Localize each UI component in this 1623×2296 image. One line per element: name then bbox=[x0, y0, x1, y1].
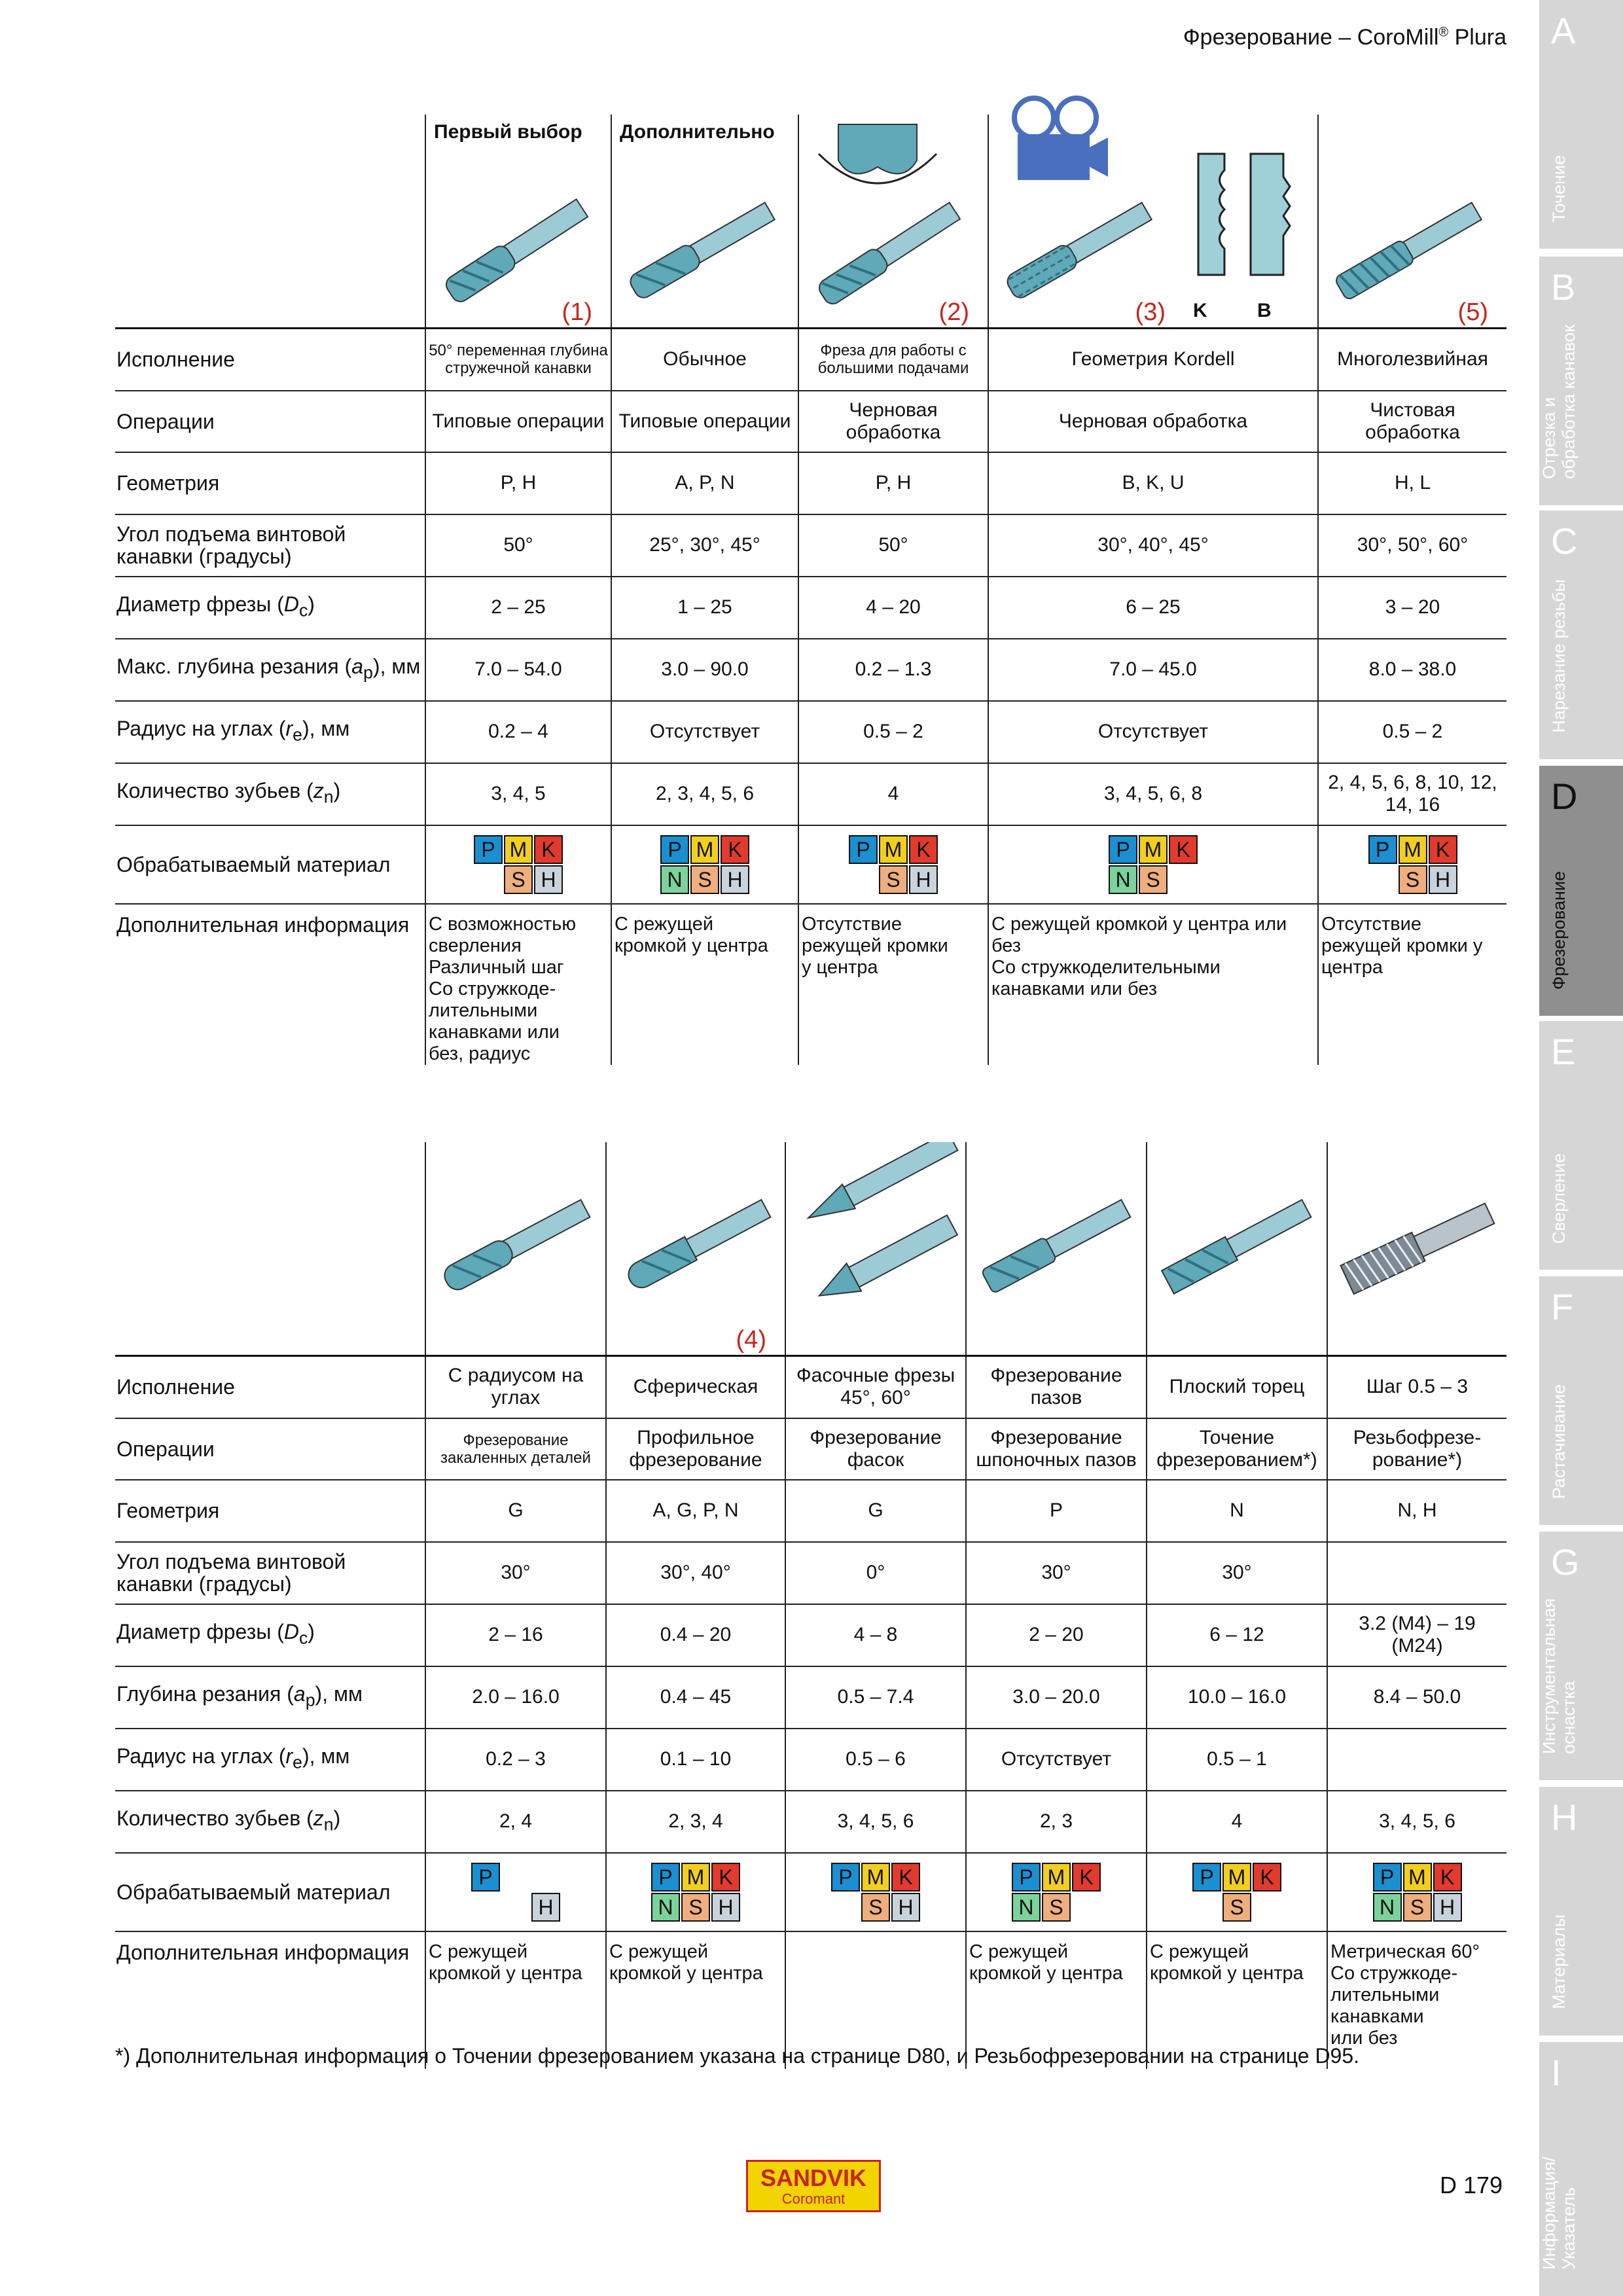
table-cell: 2 – 25 bbox=[425, 577, 611, 639]
table-cell: С возможностью сверления Различный шаг Со стружкоде- лительными канавками или без, радиус bbox=[425, 904, 611, 1065]
end-mill-ball-nose-image bbox=[612, 1181, 776, 1312]
ref-number-5: (5) bbox=[1457, 298, 1488, 326]
material-cell bbox=[1327, 1853, 1507, 1931]
row-label: Обрабатываемый материал bbox=[115, 1853, 425, 1931]
table-cell: P, H bbox=[425, 452, 611, 514]
video-camera-icon bbox=[1005, 95, 1109, 183]
table-cell: 30°, 40° bbox=[606, 1542, 785, 1604]
section-tab-label: Фрезерование bbox=[1549, 870, 1569, 990]
table-cell: 2, 3 bbox=[966, 1791, 1147, 1853]
material-h-icon: H bbox=[909, 865, 938, 894]
table-cell: 2, 4 bbox=[425, 1791, 606, 1853]
table-row bbox=[115, 825, 1507, 904]
row-label: Диаметр фрезы $(D_c)$ bbox=[115, 1604, 425, 1666]
table-row bbox=[115, 1542, 1507, 1604]
material-cell bbox=[1318, 825, 1507, 904]
material-m-icon: M bbox=[879, 835, 908, 864]
material-s-icon: S bbox=[1042, 1893, 1071, 1922]
table-cell: Чистовая обработка bbox=[1318, 391, 1507, 452]
table-cell: 4 – 8 bbox=[785, 1604, 966, 1666]
row-label: Количество зубьев $(z_n)$ bbox=[115, 1791, 425, 1853]
material-group-icons bbox=[474, 835, 563, 894]
table-cell: 25°, 30°, 45° bbox=[611, 514, 798, 577]
table-row bbox=[115, 1356, 1507, 1418]
table-row bbox=[115, 1604, 1507, 1666]
table-cell: 2 – 20 bbox=[966, 1604, 1147, 1666]
material-h-icon: H bbox=[891, 1893, 920, 1922]
table-cell: 50° bbox=[425, 514, 611, 577]
table-cell: 0° bbox=[785, 1542, 966, 1604]
table-cell: С режущей кромкой у центра или без Со стружкоделительными канавками или без bbox=[988, 904, 1318, 1065]
table-row bbox=[115, 904, 1507, 1065]
material-group-icons bbox=[831, 1863, 920, 1922]
row-label: Операции bbox=[115, 391, 425, 452]
section-tab-letter: C bbox=[1551, 520, 1578, 562]
material-m-icon: M bbox=[1403, 1863, 1432, 1892]
table-cell: 30° bbox=[425, 1542, 606, 1604]
table-cell: Плоский торец bbox=[1147, 1356, 1327, 1418]
table-cell: 3.0 – 90.0 bbox=[611, 639, 798, 701]
material-cell bbox=[988, 825, 1318, 904]
table-cell: 7.0 – 54.0 bbox=[425, 639, 611, 701]
material-n-icon: N bbox=[660, 865, 689, 894]
material-group-icons bbox=[660, 835, 749, 894]
material-p-icon: P bbox=[471, 1863, 500, 1892]
material-h-icon: H bbox=[531, 1893, 560, 1922]
section-tabs bbox=[1539, 0, 1623, 2296]
kordell-b-label: B bbox=[1257, 300, 1272, 321]
table-cell: 0.1 – 10 bbox=[606, 1729, 785, 1791]
material-cell bbox=[798, 825, 988, 904]
material-cell bbox=[611, 825, 798, 904]
sandvik-coromant-logo: SANDVIK Coromant bbox=[746, 2160, 881, 2212]
row-label: Операции bbox=[115, 1418, 425, 1480]
table-cell: Фрезерование закаленных деталей bbox=[425, 1418, 606, 1480]
table-cell: 2, 3, 4 bbox=[606, 1791, 785, 1853]
table-cell: Профильное фрезерование bbox=[606, 1418, 785, 1480]
table-cell: 30°, 50°, 60° bbox=[1318, 514, 1507, 577]
ref-number-4: (4) bbox=[736, 1326, 766, 1354]
table-cell: Многолезвийная bbox=[1318, 329, 1507, 391]
table-cell: 2.0 – 16.0 bbox=[425, 1666, 606, 1729]
material-s-icon: S bbox=[1403, 1893, 1432, 1922]
high-feed-profile-icon bbox=[812, 121, 943, 187]
material-k-icon: K bbox=[721, 835, 749, 864]
plura-table-1 bbox=[115, 115, 1507, 1065]
header-flat-face bbox=[1147, 1142, 1327, 1356]
row-label: Угол подъема винтовой канавки (градусы) bbox=[115, 514, 425, 577]
table-cell: 4 bbox=[798, 763, 988, 825]
end-mill-50deg-image bbox=[431, 187, 595, 317]
row-label: Макс. глубина резания $(a_p)$, мм bbox=[115, 639, 425, 701]
header-first-choice bbox=[425, 115, 611, 329]
table-cell: 0.4 – 45 bbox=[606, 1666, 785, 1729]
section-tab-a[interactable] bbox=[1539, 0, 1623, 249]
table-row bbox=[115, 1729, 1507, 1791]
material-h-icon: H bbox=[721, 865, 749, 894]
material-s-icon: S bbox=[504, 865, 533, 894]
table-row bbox=[115, 452, 1507, 514]
material-p-icon: P bbox=[474, 835, 503, 864]
table-cell: 3, 4, 5 bbox=[425, 763, 611, 825]
table-cell: С радиусом на углах bbox=[425, 1356, 606, 1418]
material-cell bbox=[785, 1853, 966, 1931]
table-cell: 50° переменная глубина стружечной канавки bbox=[425, 329, 611, 391]
table-cell: Обычное bbox=[611, 329, 798, 391]
section-tab-h[interactable] bbox=[1539, 1787, 1623, 2036]
footnote: *) Дополнительная информация о Точении фрезерованием указана на странице D80, и Резьбофрезеровании на странице D95. bbox=[115, 2044, 1360, 2068]
table-cell: Отсутствие режущей кромки у центра bbox=[798, 904, 988, 1065]
table-cell: 2, 3, 4, 5, 6 bbox=[611, 763, 798, 825]
table-cell: 3, 4, 5, 6, 8 bbox=[988, 763, 1318, 825]
table-cell: 3, 4, 5, 6 bbox=[785, 1791, 966, 1853]
material-p-icon: P bbox=[651, 1863, 680, 1892]
material-k-icon: K bbox=[1433, 1863, 1462, 1892]
end-mill-standard-image bbox=[617, 187, 781, 317]
material-p-icon: P bbox=[1109, 835, 1137, 864]
table-cell: 0.2 – 1.3 bbox=[798, 639, 988, 701]
header-additional bbox=[611, 115, 798, 329]
material-h-icon: H bbox=[1433, 1893, 1462, 1922]
row-label: Дополнительная информация bbox=[115, 1931, 425, 2069]
material-h-icon: H bbox=[534, 865, 563, 894]
row-label: Радиус на углах $(r_e)$, мм bbox=[115, 1729, 425, 1791]
section-tab-i[interactable] bbox=[1539, 2042, 1623, 2296]
material-group-icons bbox=[1373, 1863, 1462, 1922]
section-tab-b[interactable] bbox=[1539, 257, 1623, 505]
plura-table-2 bbox=[115, 1142, 1507, 2069]
table-cell: 3, 4, 5, 6 bbox=[1327, 1791, 1507, 1853]
table-cell: Отсутствие режущей кромки у центра bbox=[1318, 904, 1507, 1065]
material-m-icon: M bbox=[861, 1863, 890, 1892]
table-cell: H, L bbox=[1318, 452, 1507, 514]
section-tab-g[interactable] bbox=[1539, 1532, 1623, 1780]
material-m-icon: M bbox=[1139, 835, 1168, 864]
table-cell: Отсутствует bbox=[988, 701, 1318, 763]
table-cell: 0.5 – 7.4 bbox=[785, 1666, 966, 1729]
section-tab-letter: D bbox=[1551, 776, 1578, 817]
table-cell: 3.2 (M4) – 19 (M24) bbox=[1327, 1604, 1507, 1666]
header-multi-flute bbox=[1318, 115, 1507, 329]
section-tab-d[interactable] bbox=[1539, 766, 1623, 1016]
table-cell: 50° bbox=[798, 514, 988, 577]
table-cell: Фрезерование фасок bbox=[785, 1418, 966, 1480]
table-cell: 0.4 – 20 bbox=[606, 1604, 785, 1666]
table-cell: Метрическая 60° Со стружкоде- лительными канавками или без bbox=[1327, 1931, 1507, 2069]
table-cell: Черновая обработка bbox=[988, 391, 1318, 452]
material-s-icon: S bbox=[690, 865, 719, 894]
material-h-icon: H bbox=[711, 1893, 740, 1922]
table-row bbox=[115, 1853, 1507, 1931]
section-tab-f[interactable] bbox=[1539, 1276, 1623, 1525]
table-cell: С режущей кромкой у центра bbox=[611, 904, 798, 1065]
table-cell: P bbox=[966, 1480, 1147, 1542]
material-k-icon: K bbox=[534, 835, 563, 864]
table-cell: Геометрия Kordell bbox=[988, 329, 1318, 391]
table-cell: Черновая обработка bbox=[798, 391, 988, 452]
material-m-icon: M bbox=[1042, 1863, 1071, 1892]
page-header: Фрезерование – CoroMill® Plura bbox=[1183, 25, 1507, 50]
table-cell: 3.0 – 20.0 bbox=[966, 1666, 1147, 1729]
material-n-icon: N bbox=[1109, 865, 1137, 894]
row-label: Радиус на углах $(r_e)$, мм bbox=[115, 701, 425, 763]
table-cell: Типовые операции bbox=[611, 391, 798, 452]
table-cell: 7.0 – 45.0 bbox=[988, 639, 1318, 701]
material-group-icons bbox=[1368, 835, 1457, 894]
table-cell: N bbox=[1147, 1480, 1327, 1542]
table-row bbox=[115, 391, 1507, 452]
first-choice-label: Первый выбор bbox=[434, 121, 582, 143]
row-label: Геометрия bbox=[115, 1480, 425, 1542]
table-cell: С режущей кромкой у центра bbox=[425, 1931, 606, 2069]
table-cell: 6 – 25 bbox=[988, 577, 1318, 639]
row-label: Угол подъема винтовой канавки (градусы) bbox=[115, 1542, 425, 1604]
header-thread-mill bbox=[1327, 1142, 1507, 1356]
header-chamfer bbox=[785, 1142, 966, 1356]
material-k-icon: K bbox=[1072, 1863, 1101, 1892]
table-cell: 30° bbox=[966, 1542, 1147, 1604]
section-tab-label: Материалы bbox=[1549, 1914, 1569, 2009]
kordell-k-label: K bbox=[1193, 300, 1207, 321]
chamfer-mill-image bbox=[786, 1142, 965, 1316]
table-cell: 4 – 20 bbox=[798, 577, 988, 639]
table-row bbox=[115, 577, 1507, 639]
material-m-icon: M bbox=[1399, 835, 1427, 864]
table-cell: 3 – 20 bbox=[1318, 577, 1507, 639]
material-p-icon: P bbox=[849, 835, 878, 864]
section-tab-letter: G bbox=[1551, 1541, 1580, 1583]
material-h-icon: H bbox=[1429, 865, 1457, 894]
table-row bbox=[115, 1418, 1507, 1480]
header-slot bbox=[966, 1142, 1147, 1356]
table-cell: Резьбофрезе-рование*) bbox=[1327, 1418, 1507, 1480]
material-cell bbox=[425, 825, 611, 904]
additional-label: Дополнительно bbox=[620, 121, 775, 143]
table-cell: С режущей кромкой у центра bbox=[606, 1931, 785, 2069]
end-mill-flat-face-image bbox=[1152, 1181, 1316, 1312]
table-cell: Сферическая bbox=[606, 1356, 785, 1418]
table-row bbox=[115, 763, 1507, 825]
table-cell: Фрезерование шпоночных пазов bbox=[966, 1418, 1147, 1480]
table-cell: С режущей кромкой у центра bbox=[1147, 1931, 1327, 2069]
table-cell: 0.5 – 6 bbox=[785, 1729, 966, 1791]
section-tab-letter: F bbox=[1551, 1286, 1574, 1327]
table-cell: Отсутствует bbox=[966, 1729, 1147, 1791]
section-tab-letter: E bbox=[1551, 1031, 1576, 1072]
table-cell: P, H bbox=[798, 452, 988, 514]
table-row bbox=[115, 1666, 1507, 1729]
material-k-icon: K bbox=[1429, 835, 1457, 864]
material-p-icon: P bbox=[831, 1863, 860, 1892]
section-tab-label: Сверление bbox=[1549, 1153, 1569, 1244]
table-cell: 30° bbox=[1147, 1542, 1327, 1604]
table-cell: G bbox=[425, 1480, 606, 1542]
table-cell: Точение фрезерованием*) bbox=[1147, 1418, 1327, 1480]
material-k-icon: K bbox=[711, 1863, 740, 1892]
table-cell: 4 bbox=[1147, 1791, 1327, 1853]
section-tab-label: Нарезание резьбы bbox=[1549, 579, 1569, 733]
row-label: Исполнение bbox=[115, 1356, 425, 1418]
material-k-icon: K bbox=[891, 1863, 920, 1892]
thread-mill-image bbox=[1333, 1181, 1497, 1312]
ref-number-3: (3) bbox=[1135, 298, 1166, 326]
table-cell: Отсутствует bbox=[611, 701, 798, 763]
end-mill-corner-radius-image bbox=[431, 1181, 595, 1312]
table-cell: A, P, N bbox=[611, 452, 798, 514]
table-cell: Фрезерование пазов bbox=[966, 1356, 1147, 1418]
section-tab-label: Отрезка и обработка канавок bbox=[1539, 325, 1578, 479]
table-cell: 0.2 – 3 bbox=[425, 1729, 606, 1791]
material-group-icons bbox=[651, 1863, 740, 1922]
material-group-icons bbox=[1192, 1863, 1281, 1922]
table-cell: С режущей кромкой у центра bbox=[966, 1931, 1147, 2069]
section-tab-label: Растачивание bbox=[1549, 1384, 1569, 1499]
material-n-icon: N bbox=[1373, 1893, 1402, 1922]
table-cell: 6 – 12 bbox=[1147, 1604, 1327, 1666]
table-cell: 0.5 – 2 bbox=[798, 701, 988, 763]
material-k-icon: K bbox=[1169, 835, 1198, 864]
ref-number-2: (2) bbox=[938, 298, 969, 326]
table-cell bbox=[1327, 1542, 1507, 1604]
ref-number-1: (1) bbox=[562, 298, 592, 326]
material-cell bbox=[1147, 1853, 1327, 1931]
table-row bbox=[115, 701, 1507, 763]
material-group-icons bbox=[849, 835, 938, 894]
material-p-icon: P bbox=[1373, 1863, 1402, 1892]
kordell-profile-diagram bbox=[1185, 151, 1296, 281]
table-cell: B, K, U bbox=[988, 452, 1318, 514]
row-label: Глубина резания $(a_p)$, мм bbox=[115, 1666, 425, 1729]
material-m-icon: M bbox=[690, 835, 719, 864]
section-tab-e[interactable] bbox=[1539, 1021, 1623, 1270]
table-cell: Типовые операции bbox=[425, 391, 611, 452]
end-mill-kordell-image bbox=[994, 187, 1158, 317]
material-n-icon: N bbox=[651, 1893, 680, 1922]
table-cell: 2, 4, 5, 6, 8, 10, 12, 14, 16 bbox=[1318, 763, 1507, 825]
row-label: Дополнительная информация bbox=[115, 904, 425, 1065]
section-tab-c[interactable] bbox=[1539, 511, 1623, 759]
row-label: Исполнение bbox=[115, 329, 425, 391]
table-cell: 2 – 16 bbox=[425, 1604, 606, 1666]
row-label: Обрабатываемый материал bbox=[115, 825, 425, 904]
section-tab-label: Информация/ Указатель bbox=[1539, 2157, 1578, 2270]
table-row bbox=[115, 329, 1507, 391]
table-cell: 0.5 – 2 bbox=[1318, 701, 1507, 763]
material-cell bbox=[606, 1853, 785, 1931]
table-cell: Фреза для работы с большими подачами bbox=[798, 329, 988, 391]
material-group-icons bbox=[1109, 835, 1198, 894]
table-cell bbox=[1327, 1729, 1507, 1791]
row-label: Геометрия bbox=[115, 452, 425, 514]
table-row bbox=[115, 639, 1507, 701]
material-m-icon: M bbox=[1222, 1863, 1251, 1892]
material-p-icon: P bbox=[660, 835, 689, 864]
header-ball-nose bbox=[606, 1142, 785, 1356]
table-row bbox=[115, 1480, 1507, 1542]
material-s-icon: S bbox=[1139, 865, 1168, 894]
table-cell: A, G, P, N bbox=[606, 1480, 785, 1542]
table-row bbox=[115, 1791, 1507, 1853]
row-label: Количество зубьев $(z_n)$ bbox=[115, 763, 425, 825]
table-cell: 8.0 – 38.0 bbox=[1318, 639, 1507, 701]
header-kordell bbox=[988, 115, 1318, 329]
row-label: Диаметр фрезы $(D_c)$ bbox=[115, 577, 425, 639]
material-s-icon: S bbox=[1399, 865, 1427, 894]
material-cell bbox=[966, 1853, 1147, 1931]
table-cell: N, H bbox=[1327, 1480, 1507, 1542]
section-tab-label: Инструментальная оснастка bbox=[1539, 1598, 1578, 1754]
material-p-icon: P bbox=[1192, 1863, 1221, 1892]
material-p-icon: P bbox=[1012, 1863, 1041, 1892]
material-p-icon: P bbox=[1368, 835, 1397, 864]
table-cell: 1 – 25 bbox=[611, 577, 798, 639]
material-k-icon: K bbox=[909, 835, 938, 864]
material-s-icon: S bbox=[681, 1893, 710, 1922]
end-mill-slot-image bbox=[972, 1181, 1135, 1312]
table-cell: 0.5 – 1 bbox=[1147, 1729, 1327, 1791]
material-group-icons bbox=[471, 1863, 560, 1922]
section-tab-letter: A bbox=[1551, 10, 1576, 51]
material-m-icon: M bbox=[681, 1863, 710, 1892]
section-tab-label: Точение bbox=[1549, 155, 1569, 223]
material-s-icon: S bbox=[861, 1893, 890, 1922]
table-cell: 8.4 – 50.0 bbox=[1327, 1666, 1507, 1729]
material-k-icon: K bbox=[1253, 1863, 1281, 1892]
material-cell bbox=[425, 1853, 606, 1931]
material-n-icon: N bbox=[1012, 1893, 1041, 1922]
table-cell: 30°, 40°, 45° bbox=[988, 514, 1318, 577]
table-row bbox=[115, 514, 1507, 577]
end-mill-multi-flute-image bbox=[1324, 187, 1488, 317]
page-number: D 179 bbox=[1440, 2172, 1503, 2198]
material-s-icon: S bbox=[1222, 1893, 1251, 1922]
section-tab-letter: I bbox=[1551, 2052, 1561, 2093]
section-tab-letter: H bbox=[1551, 1797, 1578, 1838]
table-cell: 0.2 – 4 bbox=[425, 701, 611, 763]
table-cell: 10.0 – 16.0 bbox=[1147, 1666, 1327, 1729]
table-cell: Шаг 0.5 – 3 bbox=[1327, 1356, 1507, 1418]
header-high-feed bbox=[798, 115, 988, 329]
section-tab-letter: B bbox=[1551, 266, 1576, 308]
table-cell: G bbox=[785, 1480, 966, 1542]
material-s-icon: S bbox=[879, 865, 908, 894]
table-cell: Фасочные фрезы 45°, 60° bbox=[785, 1356, 966, 1418]
material-m-icon: M bbox=[504, 835, 533, 864]
material-group-icons bbox=[1012, 1863, 1101, 1922]
header-corner-radius bbox=[425, 1142, 606, 1356]
